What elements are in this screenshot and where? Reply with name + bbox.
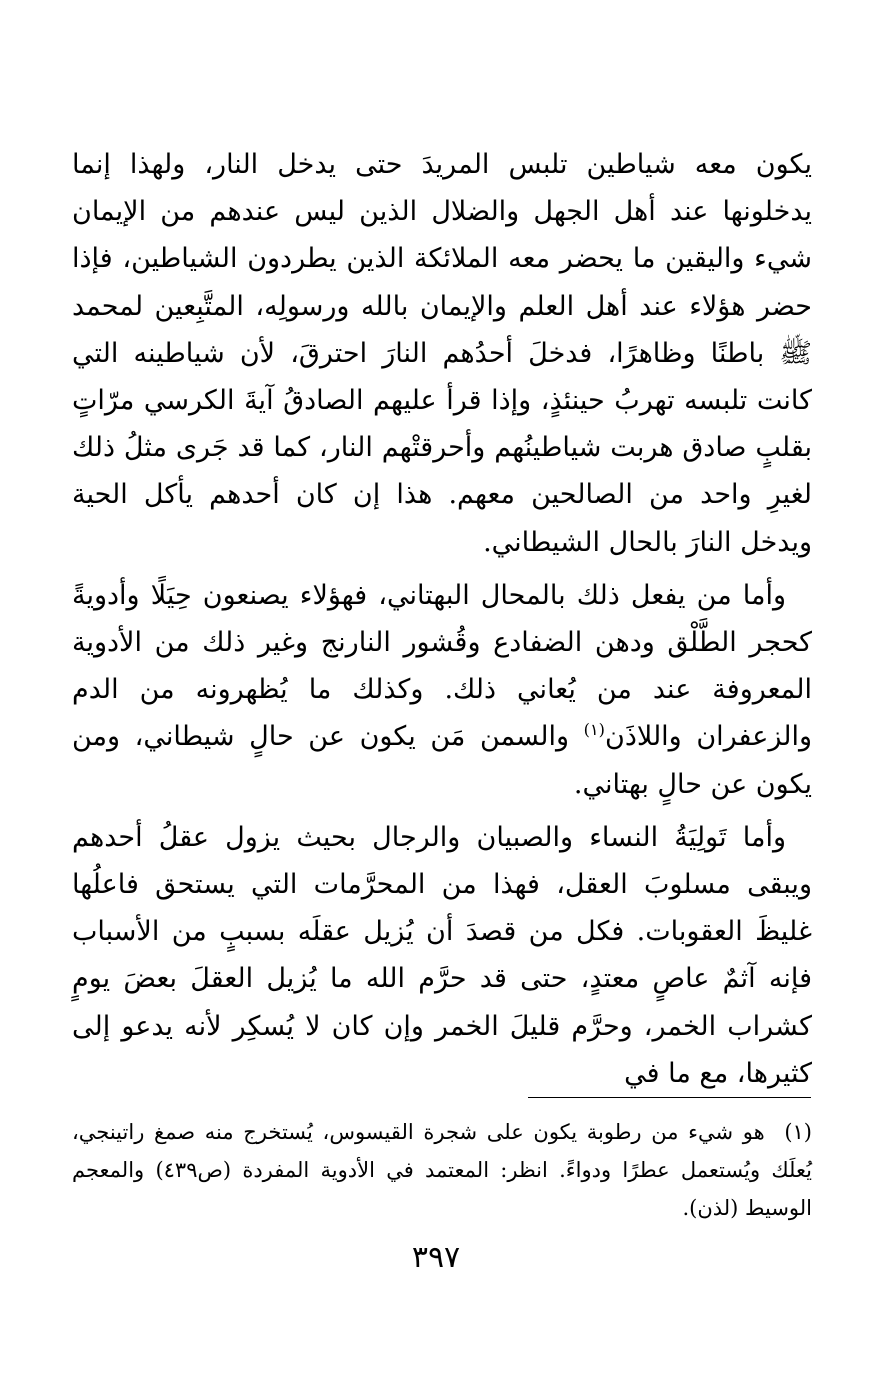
paragraph-2-continuation: والسمن مَن يكون عن حالٍ شيطاني، ومن يكون عن حالٍ بهتاني. xyxy=(72,721,812,800)
paragraph-2 xyxy=(72,572,812,808)
footnote-divider xyxy=(528,1097,811,1098)
footnote-marker: (١) xyxy=(784,1120,812,1144)
footnote xyxy=(72,1113,812,1227)
main-text xyxy=(72,141,812,1097)
paragraph-1: يكون معه شياطين تلبس المريدَ حتى يدخل النار، ولهذا إنما يدخلونها عند أهل الجهل والضلال الذين ليس عندهم من الإيمان شيء واليقين ما يحضر معه الملائكة الذين يطردون الشياطين، فإذا حضر هؤلاء عند أهل العلم والإيمان بالله ورسولِه، المتَّبِعين لمحمد ﷺ باطنًا وظاهرًا، فدخلَ أحدُهم النارَ احترقَ، لأن شياطينه التي كانت تلبسه تهربُ حينئذٍ، وإذا قرأ عليهم الصادقُ آيةَ الكرسي مرّاتٍ بقلبٍ صادق هربت شياطينُهم وأحرقتْهم النار، كما قد جَرى مثلُ ذلك لغيرِ واحد من الصالحين معهم. هذا إن كان أحدهم يأكل الحية ويدخل النارَ بالحال الشيطاني. xyxy=(72,149,813,558)
page-number: ٣٩٧ xyxy=(411,1240,461,1275)
paragraph-2-text: وأما من يفعل ذلك بالمحال البهتاني، فهؤلاء يصنعون حِيَلًا وأدويةً كحجر الطَّلْق ودهن الضفادع وقُشور النارنج وغير ذلك من الأدوية المعروفة عند من يُعاني ذلك. وكذلك ما يُظهرونه من الدم والزعفران واللاذَن xyxy=(72,579,812,753)
paragraph-3: وأما تَولِيَةُ النساء والصبيان والرجال بحيث يزول عقلُ أحدهم ويبقى مسلوبَ العقل، فهذا من المحرَّمات التي يستحق فاعلُها غليظَ العقوبات. فكل من قصدَ أن يُزيل عقلَه بسببٍ من الأسباب فإنه آثمٌ عاصٍ معتدٍ، حتى قد حرَّم الله ما يُزيل العقلَ بعضَ يومٍ كشراب الخمر، وحرَّم قليلَ الخمر وإن كان لا يُسكِر لأنه يدعو إلى كثيرها، مع ما في xyxy=(72,821,812,1089)
footnote-reference[interactable]: (١) xyxy=(583,720,605,740)
footnote-text: هو شيء من رطوبة يكون على شجرة القيسوس، يُستخرج منه صمغ راتينجي، يُعلَك ويُستعمل عطرًا ودواءً. انظر: المعتمد في الأدوية المفردة (ص٤٣٩) والمعجم الوسيط (لذن). xyxy=(72,1120,812,1220)
